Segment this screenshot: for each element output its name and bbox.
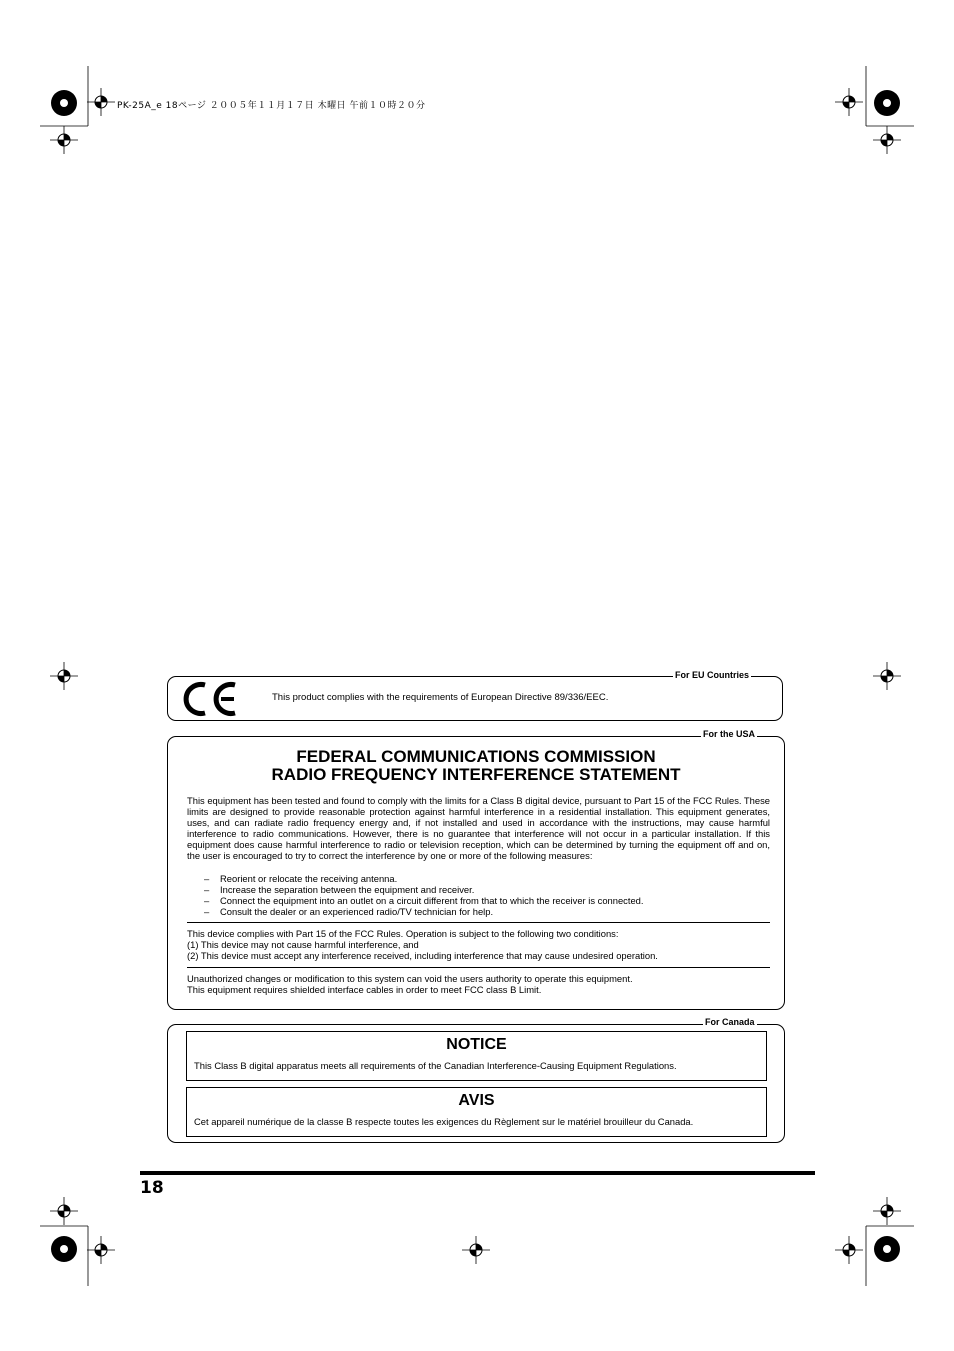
fcc-measures-list	[204, 873, 644, 917]
list-item: – Reorient or relocate the receiving antenna.	[204, 873, 398, 884]
ce-mark-icon	[183, 680, 239, 718]
divider	[187, 922, 770, 923]
color-target-icon	[51, 90, 77, 116]
page-number: 18	[140, 1178, 164, 1198]
condition-1: (1) This device may not cause harmful interference, and	[187, 939, 419, 950]
eu-tag: For EU Countries	[675, 670, 750, 680]
fcc-paragraph: This equipment has been tested and found to comply with the limits for a Class B digital device, pursuant to Part 15 of the FCC Rules. These limits are designed to provide reasonable protection against harmful interference in a residential installation. This equipment generates, uses, and can radiate radio frequency energy and, if not installed and used in accordance with the instructions, may cause harmful interference to radio communications. However, there is no guarantee that interference will not occur in a particular installation. If this equipment does cause harmful interference to radio or television reception, which can be determined by turning the equipment off and on, the user is encouraged to try to correct the interference by one or more of the following measures:	[187, 795, 770, 861]
condition-2: (2) This device must accept any interference received, including interference that may cause undesired operation.	[187, 950, 658, 961]
notice-title: NOTICE	[446, 1036, 507, 1053]
closing-statement-2: This equipment requires shielded interface cables in order to meet FCC class B Limit.	[187, 984, 542, 995]
part15-intro: This device complies with Part 15 of the FCC Rules. Operation is subject to the following two conditions:	[187, 928, 619, 939]
avis-text: Cet appareil numérique de la classe B respecte toutes les exigences du Règlement sur le matériel brouilleur du Canada.	[194, 1116, 694, 1127]
avis-box	[186, 1087, 767, 1137]
eu-statement: This product complies with the requirements of European Directive 89/336/EEC.	[272, 692, 609, 703]
notice-text: This Class B digital apparatus meets all requirements of the Canadian Interference-Causing Equipment Regulations.	[194, 1060, 677, 1071]
footer-rule	[140, 1171, 815, 1175]
list-item: – Increase the separation between the equipment and receiver.	[204, 884, 475, 895]
fcc-title-line1: FEDERAL COMMUNICATIONS COMMISSION	[296, 747, 656, 766]
notice-box	[186, 1031, 767, 1081]
avis-title: AVIS	[458, 1092, 495, 1109]
divider	[187, 967, 770, 968]
printer-slug: PK-25A_e 18ページ ２００５年１１月１７日 木曜日 午前１０時２０分	[117, 101, 426, 111]
list-item: – Consult the dealer or an experienced radio/TV technician for help.	[204, 906, 494, 917]
list-item: – Connect the equipment into an outlet on a circuit different from that to which the receiver is connected.	[204, 895, 644, 906]
canada-tag: For Canada	[705, 1017, 755, 1027]
closing-statement-1: Unauthorized changes or modification to this system can void the users authority to operate this equipment.	[187, 973, 633, 984]
fcc-title-line2: RADIO FREQUENCY INTERFERENCE STATEMENT	[271, 765, 681, 784]
usa-tag: For the USA	[703, 729, 756, 739]
